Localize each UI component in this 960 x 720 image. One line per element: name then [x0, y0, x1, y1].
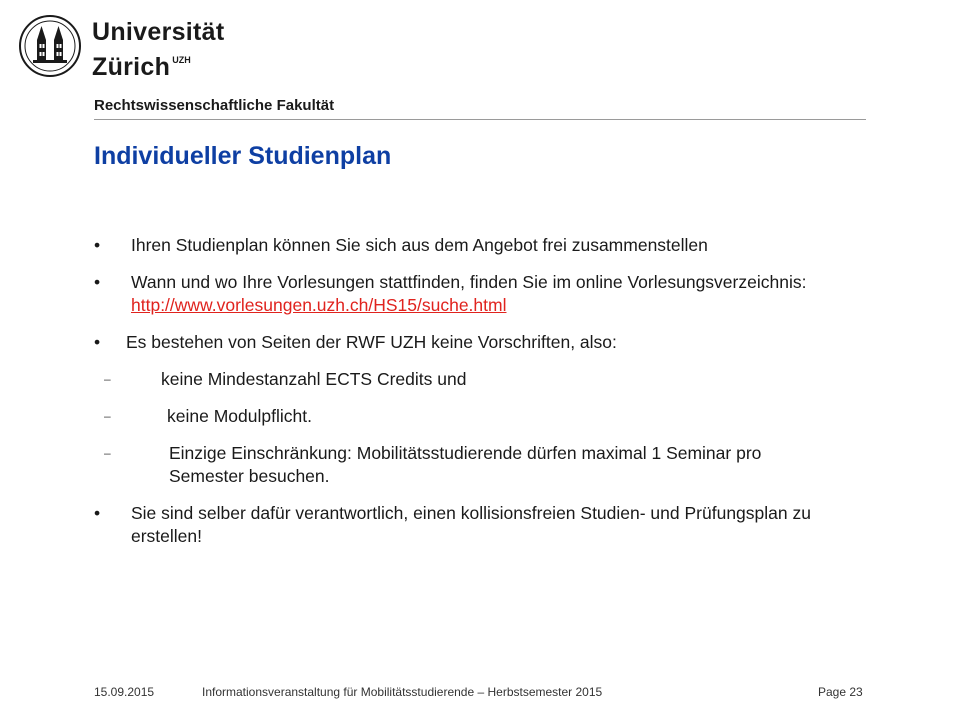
- header-divider: [94, 119, 866, 120]
- list-item: [94, 502, 894, 548]
- list-item-text-prefix: Wann und wo Ihre Vorlesungen stattfinden, finden Sie im online Vorlesungsverzeichnis:: [131, 272, 807, 292]
- list-item-text: Sie sind selber dafür verantwortlich, einen kollisionsfreien Studien- und Prüfungsplan zu erstellen!: [131, 503, 811, 546]
- sub-list-item-text: keine Mindestanzahl ECTS Credits und: [161, 369, 467, 389]
- slide-content: [94, 234, 894, 548]
- page-number: Page 23: [818, 685, 863, 699]
- list-item-text: Es bestehen von Seiten der RWF UZH keine Vorschriften, also:: [126, 332, 617, 352]
- sub-list-item: [94, 442, 894, 488]
- faculty-name: Rechtswissenschaftliche Fakultät: [94, 97, 335, 114]
- university-logo: [18, 14, 258, 84]
- course-catalog-link[interactable]: http://www.vorlesungen.uzh.ch/HS15/suche.html: [131, 295, 507, 315]
- bullet-marker: •: [94, 503, 101, 523]
- slide-title: Individueller Studienplan: [94, 142, 392, 170]
- dash-marker: –: [104, 409, 111, 423]
- bullet-marker: •: [94, 332, 101, 352]
- list-item: [94, 234, 894, 257]
- list-item-text: [131, 271, 871, 317]
- wordmark-sup: UZH: [172, 55, 191, 65]
- wordmark-line2-text: Zürich: [92, 53, 171, 81]
- university-seal-icon: [18, 14, 82, 78]
- sub-list-item: [94, 368, 894, 391]
- footer-date: 15.09.2015: [94, 685, 155, 699]
- university-wordmark: [92, 18, 225, 81]
- list-item-text: Ihren Studienplan können Sie sich aus dem Angebot frei zusammenstellen: [131, 235, 708, 255]
- list-item: [94, 271, 894, 317]
- sub-list-item-text: Einzige Einschränkung: Mobilitätsstudierende dürfen maximal 1 Seminar pro Semester besuchen.: [169, 443, 762, 486]
- footer-title: Informationsveranstaltung für Mobilitätsstudierende – Herbstsemester 2015: [202, 685, 603, 699]
- sub-list-item-text: keine Modulpflicht.: [167, 406, 312, 426]
- bullet-marker: •: [94, 272, 101, 292]
- list-item: [94, 331, 894, 354]
- wordmark-line1: Universität: [92, 18, 225, 46]
- sub-list-item: [94, 405, 894, 428]
- wordmark-line2: [92, 46, 225, 81]
- bullet-marker: •: [94, 235, 101, 255]
- dash-marker: –: [104, 446, 111, 460]
- dash-marker: –: [104, 372, 111, 386]
